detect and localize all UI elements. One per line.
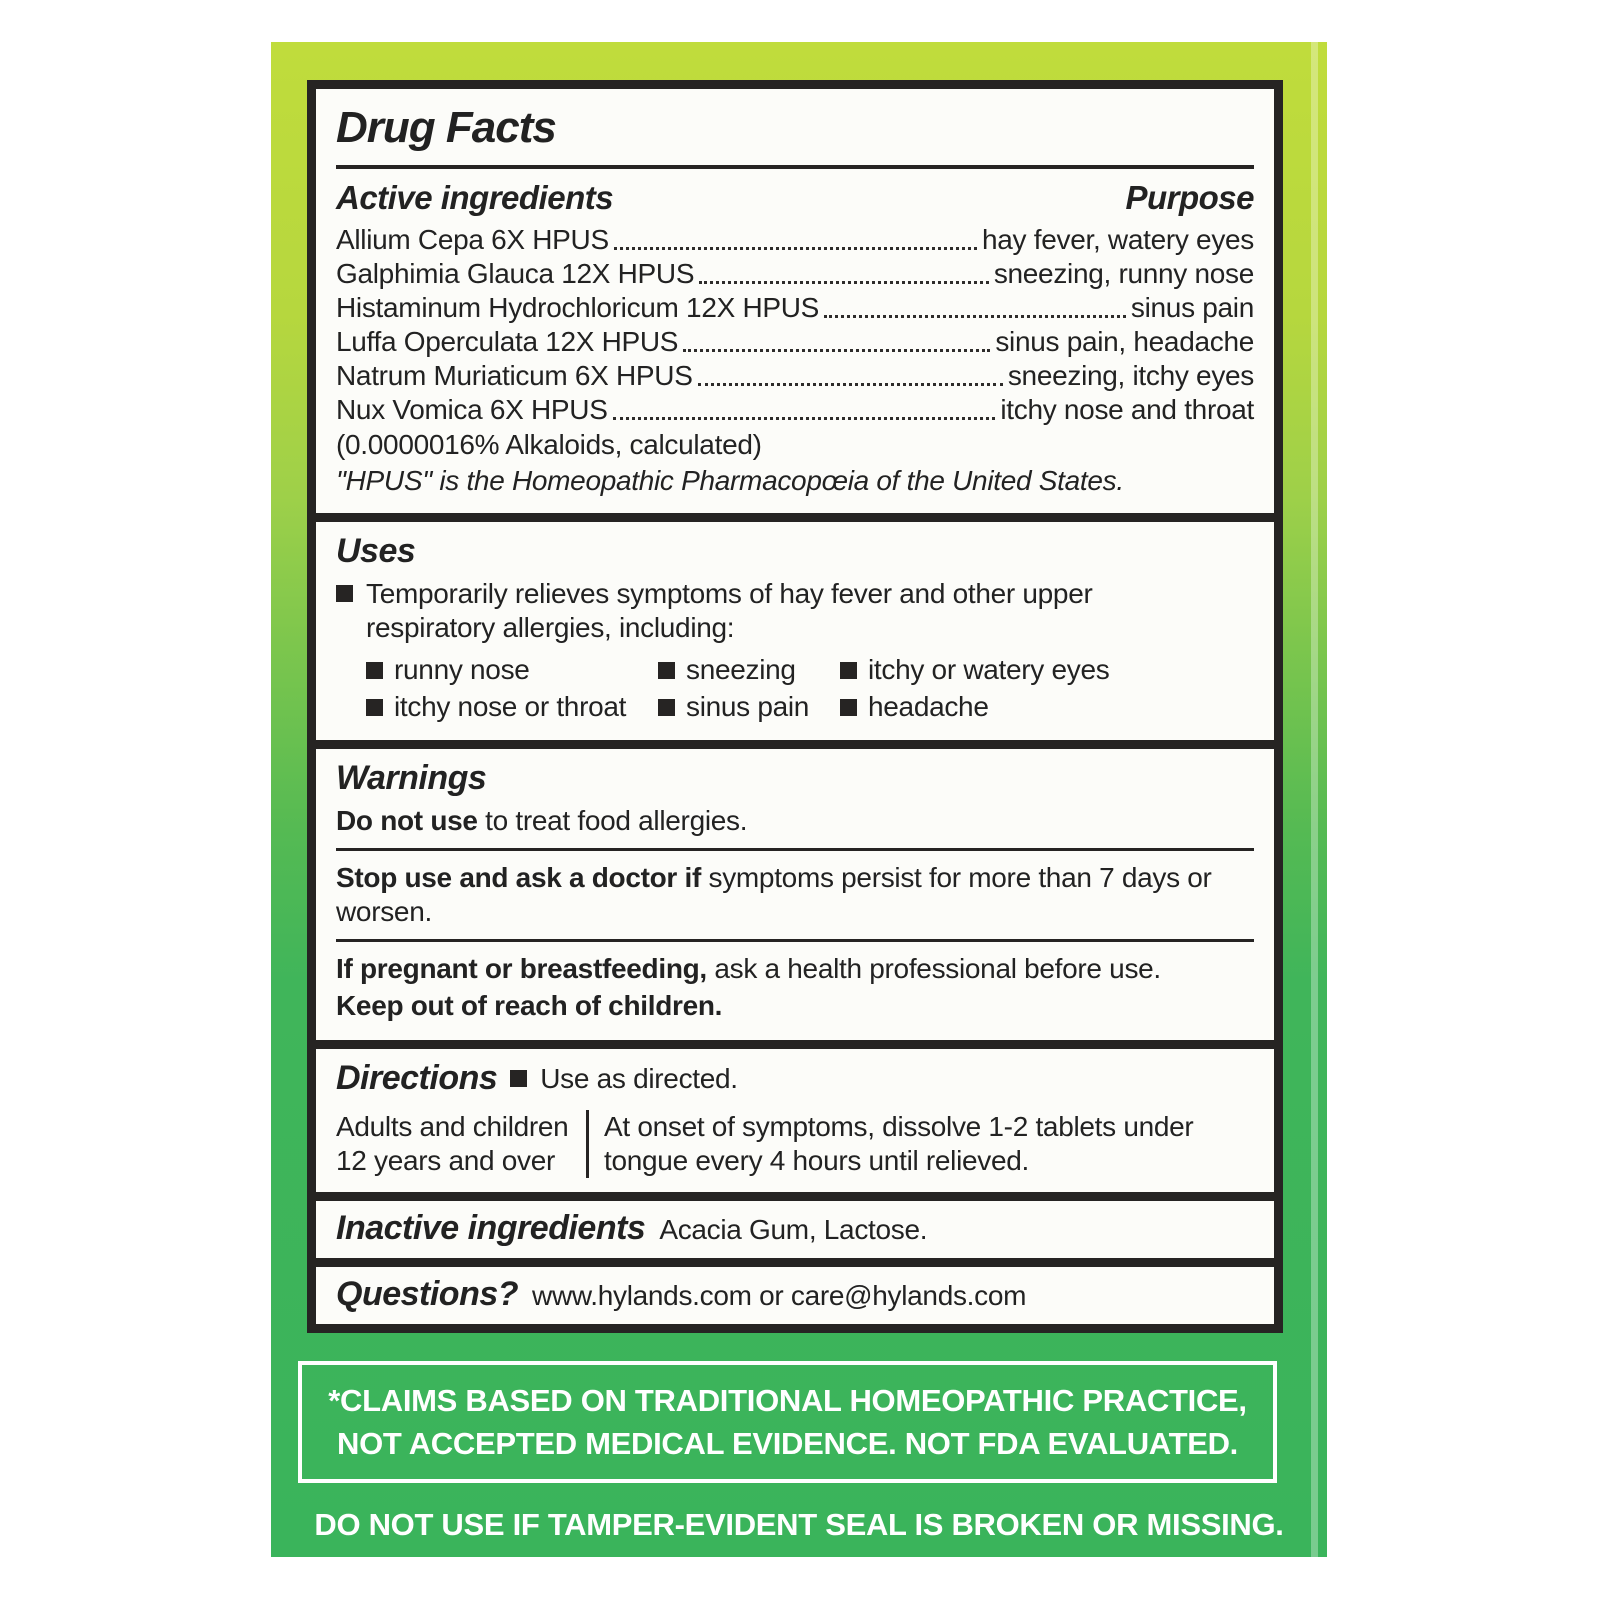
warning-bold: Do not use (336, 805, 478, 836)
symptom-item (840, 690, 1254, 724)
leader-dots (683, 349, 990, 352)
tamper-seal-notice: DO NOT USE IF TAMPER-EVIDENT SEAL IS BROKEN OR MISSING. (314, 1507, 1284, 1542)
section-warnings (316, 749, 1274, 1040)
uses-bullet-text: Temporarily relieves symptoms of hay fever and other upper respiratory allergies, including: (366, 578, 1093, 643)
ingredient-row (336, 393, 1254, 427)
directions-age-group: Adults and children 12 years and over (336, 1111, 569, 1176)
section-questions (316, 1267, 1274, 1324)
ingredient-purpose: sneezing, itchy eyes (1007, 360, 1254, 391)
claims-line-2: NOT ACCEPTED MEDICAL EVIDENCE. NOT FDA EVALUATED. (337, 1426, 1238, 1461)
symptom-item (366, 690, 658, 724)
ingredient-purpose: itchy nose and throat (1000, 394, 1254, 425)
active-ingredients-heading: Active ingredients (336, 179, 614, 216)
warning-item (336, 861, 1254, 929)
claims-disclaimer-box (298, 1361, 1277, 1483)
ingredient-name: Natrum Muriaticum 6X HPUS (336, 360, 693, 391)
ingredient-purpose: hay fever, watery eyes (982, 224, 1254, 255)
uses-bullet-row (336, 577, 1254, 645)
warning-item (336, 989, 1254, 1023)
symptom-grid (366, 653, 1254, 724)
hpus-note: "HPUS" is the Homeopathic Pharmacopœia of the United States. (336, 465, 1124, 496)
symptom-item (658, 653, 840, 687)
leader-dots (614, 247, 977, 250)
bullet-square-icon (366, 662, 383, 679)
claims-line-1: *CLAIMS BASED ON TRADITIONAL HOMEOPATHIC PRACTICE, (328, 1383, 1247, 1418)
section-inactive-ingredients (316, 1201, 1274, 1258)
symptom-label: headache (868, 691, 989, 722)
bullet-square-icon (336, 585, 353, 602)
box-edge-highlight (1311, 42, 1318, 1557)
title-rule (336, 165, 1254, 169)
symptom-label: sinus pain (686, 691, 810, 722)
directions-table (336, 1110, 1254, 1178)
inactive-ingredients-text: Acacia Gum, Lactose. (659, 1214, 928, 1245)
directions-lead: Use as directed. (540, 1062, 738, 1094)
directions-instructions: At onset of symptoms, dissolve 1-2 tablets under tongue every 4 hours until relieved. (604, 1111, 1194, 1176)
alkaloids-note: (0.0000016% Alkaloids, calculated) (336, 429, 762, 460)
ingredient-purpose: sinus pain, headache (995, 326, 1254, 357)
ingredient-name: Histaminum Hydrochloricum 12X HPUS (336, 292, 820, 323)
ingredient-row (336, 257, 1254, 291)
bullet-square-icon (658, 662, 675, 679)
symptom-label: sneezing (686, 654, 796, 685)
symptom-label: itchy or watery eyes (868, 654, 1110, 685)
inactive-ingredients-heading: Inactive ingredients (336, 1209, 646, 1247)
questions-heading: Questions? (336, 1275, 519, 1313)
warning-text: ask a health professional before use. (706, 953, 1161, 984)
bullet-square-icon (366, 699, 383, 716)
ingredient-row (336, 223, 1254, 257)
warning-item (336, 952, 1254, 986)
bullet-square-icon (510, 1070, 527, 1087)
ingredient-row (336, 291, 1254, 325)
symptom-label: runny nose (394, 654, 530, 685)
bullet-square-icon (840, 699, 857, 716)
ingredient-name: Luffa Operculata 12X HPUS (336, 326, 679, 357)
directions-heading: Directions (336, 1059, 498, 1097)
section-uses (316, 522, 1274, 740)
section-directions (316, 1049, 1274, 1192)
ingredient-row (336, 359, 1254, 393)
bullet-square-icon (658, 699, 675, 716)
warning-bold: Keep out of reach of children. (336, 990, 723, 1021)
ingredient-name: Allium Cepa 6X HPUS (336, 224, 609, 255)
warning-divider (336, 848, 1254, 851)
symptom-item (366, 653, 658, 687)
warning-item (336, 804, 1254, 838)
warning-bold: Stop use and ask a doctor if (336, 862, 702, 893)
warnings-heading: Warnings (336, 759, 487, 797)
purpose-heading: Purpose (1125, 179, 1254, 216)
bullet-square-icon (840, 662, 857, 679)
leader-dots (824, 315, 1126, 318)
warning-text: to treat food allergies. (477, 805, 748, 836)
ingredient-purpose: sneezing, runny nose (993, 258, 1254, 289)
warning-text: symptoms persist for more than 7 days or worsen. (336, 862, 1212, 927)
leader-dots (698, 383, 1003, 386)
leader-dots (613, 417, 996, 420)
drug-facts-title: Drug Facts (336, 103, 556, 152)
questions-contact-text: www.hylands.com or care@hylands.com (532, 1280, 1027, 1311)
ingredient-name: Galphimia Glauca 12X HPUS (336, 258, 695, 289)
symptom-label: itchy nose or throat (394, 691, 627, 722)
uses-heading: Uses (336, 532, 416, 570)
product-box-back-panel (271, 42, 1327, 1557)
leader-dots (699, 281, 989, 284)
section-active-ingredients (316, 89, 1274, 513)
warning-divider (336, 939, 1254, 942)
warning-bold: If pregnant or breastfeeding, (336, 953, 707, 984)
drug-facts-panel (307, 80, 1283, 1333)
ingredient-name: Nux Vomica 6X HPUS (336, 394, 608, 425)
symptom-item (840, 653, 1254, 687)
ingredient-purpose: sinus pain (1130, 292, 1254, 323)
ingredient-row (336, 325, 1254, 359)
symptom-item (658, 690, 840, 724)
